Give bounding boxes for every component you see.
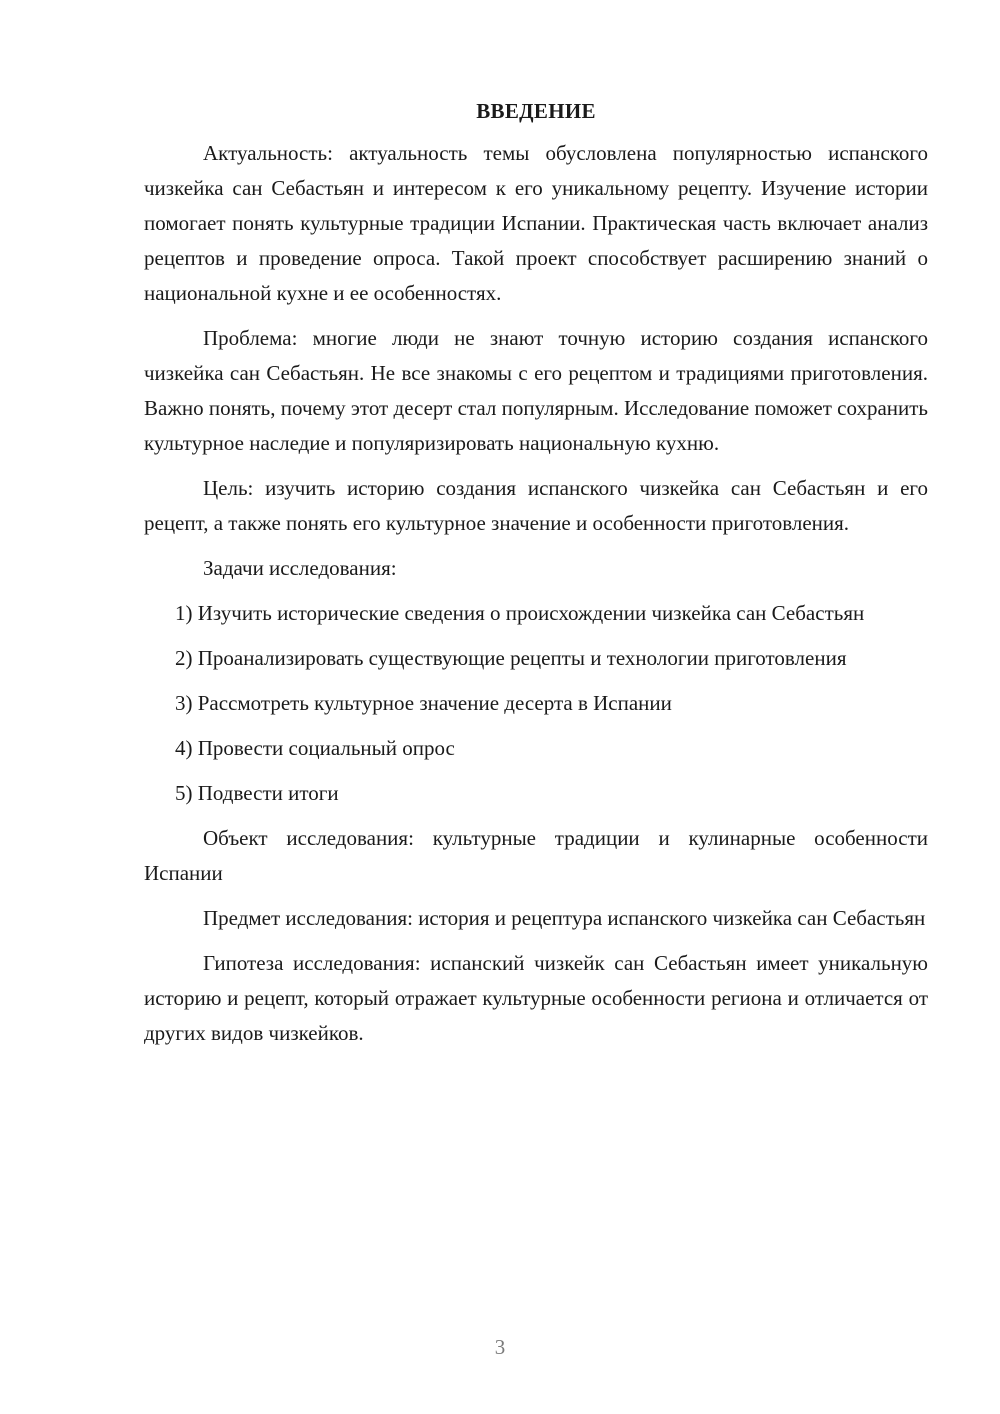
document-page (144, 96, 928, 1061)
task-item: 4) Провести социальный опрос (175, 736, 455, 760)
section-heading: ВВЕДЕНИЕ (476, 99, 596, 123)
paragraph-object: Объект исследования: культурные традиции и кулинарные особенности Испании (144, 826, 928, 885)
paragraph-relevance: Актуальность: актуальность темы обусловлена популярностью испанского чизкейка сан Себастьян и интересом к его уникальному рецепту. Изучение истории помогает понять культурные традиции Испании. Практическая часть включает анализ рецептов и проведение опроса. Такой проект способствует расширению знаний о национальной кухне и ее особенностях. (144, 141, 928, 305)
task-item: 3) Рассмотреть культурное значение десерта в Испании (175, 691, 672, 715)
page-number: 3 (494, 1335, 506, 1359)
paragraph-goal: Цель: изучить историю создания испанского чизкейка сан Себастьян и его рецепт, а также понять его культурное значение и особенности приготовления. (144, 476, 928, 535)
task-item: 2) Проанализировать существующие рецепты и технологии приготовления (175, 646, 847, 670)
paragraph-subject: Предмет исследования: история и рецептура испанского чизкейка сан Себастьян (203, 906, 926, 930)
tasks-list (144, 596, 928, 811)
paragraph-tasks-intro: Задачи исследования: (203, 556, 397, 580)
task-item: 5) Подвести итоги (175, 781, 339, 805)
paragraph-hypothesis: Гипотеза исследования: испанский чизкейк сан Себастьян имеет уникальную историю и рецепт, который отражает культурные особенности региона и отличается от других видов чизкейков. (144, 951, 928, 1045)
paragraph-problem: Проблема: многие люди не знают точную историю создания испанского чизкейка сан Себастьян. Не все знакомы с его рецептом и традициями приготовления. Важно понять, почему этот десерт стал популярным. Исследование поможет сохранить культурное наследие и популяризировать национальную кухню. (144, 326, 928, 455)
task-item: 1) Изучить исторические сведения о происхождении чизкейка сан Себастьян (175, 601, 865, 625)
